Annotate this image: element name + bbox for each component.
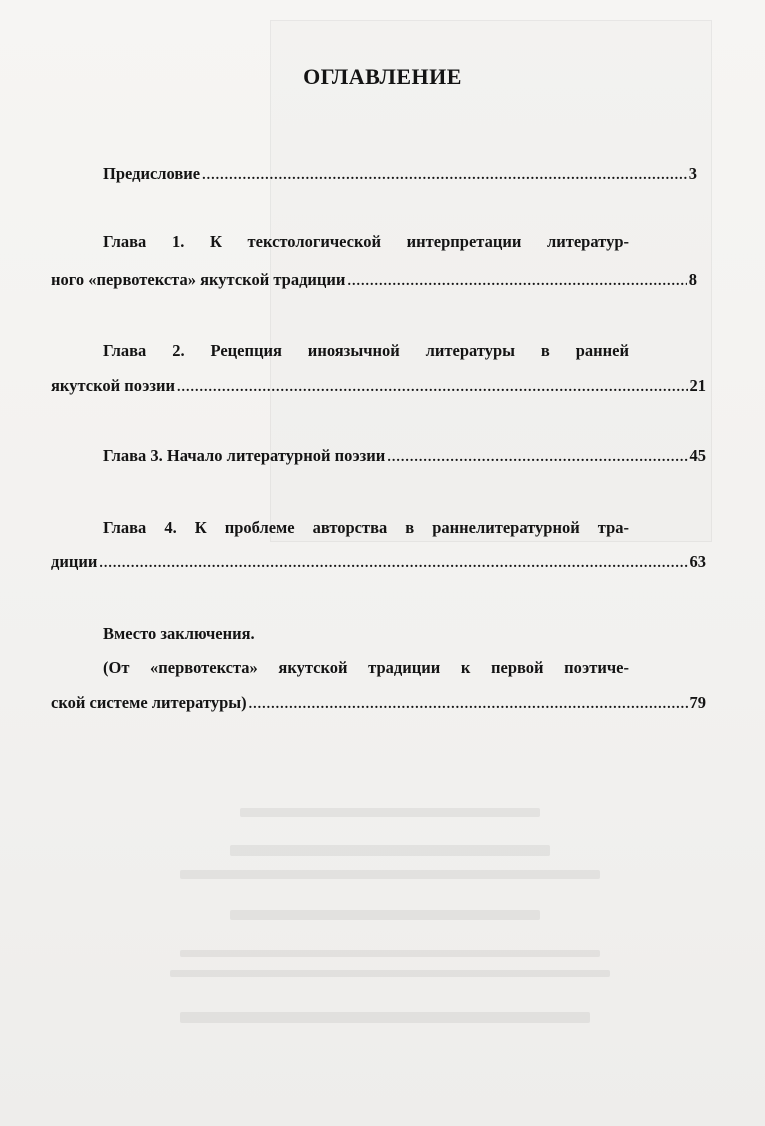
toc-entry-text: ской системе литературы) bbox=[51, 693, 247, 712]
toc-entry-chapter-2[interactable] bbox=[51, 376, 706, 396]
toc-entry-chapter-2-line-1: Глава 2. Рецепция иноязычной литературы в ранней bbox=[103, 341, 629, 360]
bleed-through-lines bbox=[150, 800, 620, 1040]
page-title: ОГЛАВЛЕНИЕ bbox=[303, 64, 462, 89]
toc-entry-conclusion[interactable] bbox=[51, 693, 706, 713]
toc-entry-conclusion-line-2: (От «первотекста» якутской традиции к первой поэтиче- bbox=[103, 658, 629, 677]
toc-entry-preface[interactable] bbox=[103, 164, 697, 184]
toc-entry-text: ного «первотекста» якутской традиции bbox=[51, 270, 346, 289]
toc-entry-chapter-1[interactable] bbox=[51, 270, 697, 290]
toc-entry-chapter-4[interactable] bbox=[51, 552, 706, 572]
toc-leader-dots bbox=[99, 556, 687, 572]
toc-entry-text: якутской поэзии bbox=[51, 376, 175, 395]
toc-page-number: 63 bbox=[689, 552, 706, 571]
toc-entry-chapter-3[interactable] bbox=[103, 446, 706, 466]
bleed-through-imprint bbox=[150, 800, 620, 1040]
toc-leader-dots bbox=[249, 697, 688, 713]
toc-leader-dots bbox=[177, 380, 688, 396]
toc-leader-dots bbox=[387, 450, 687, 466]
toc-entry-text: диции bbox=[51, 552, 98, 571]
toc-page-number: 8 bbox=[688, 270, 697, 289]
toc-page-number: 45 bbox=[689, 446, 706, 465]
toc-entry-text: Предисловие bbox=[103, 164, 201, 183]
toc-entry-conclusion-line-1: Вместо заключения. bbox=[103, 624, 255, 643]
toc-leader-dots bbox=[202, 168, 687, 184]
toc-page-number: 79 bbox=[689, 693, 706, 712]
toc-entry-text: Глава 3. Начало литературной поэзии bbox=[103, 446, 386, 465]
toc-entry-chapter-1-line-1: Глава 1. К текстологической интерпретации литератур- bbox=[103, 232, 629, 251]
toc-page-number: 21 bbox=[689, 376, 706, 395]
toc-entry-chapter-4-line-1: Глава 4. К проблеме авторства в раннелитературной тра- bbox=[103, 518, 629, 537]
toc-page-number: 3 bbox=[688, 164, 697, 183]
toc-leader-dots bbox=[347, 274, 686, 290]
